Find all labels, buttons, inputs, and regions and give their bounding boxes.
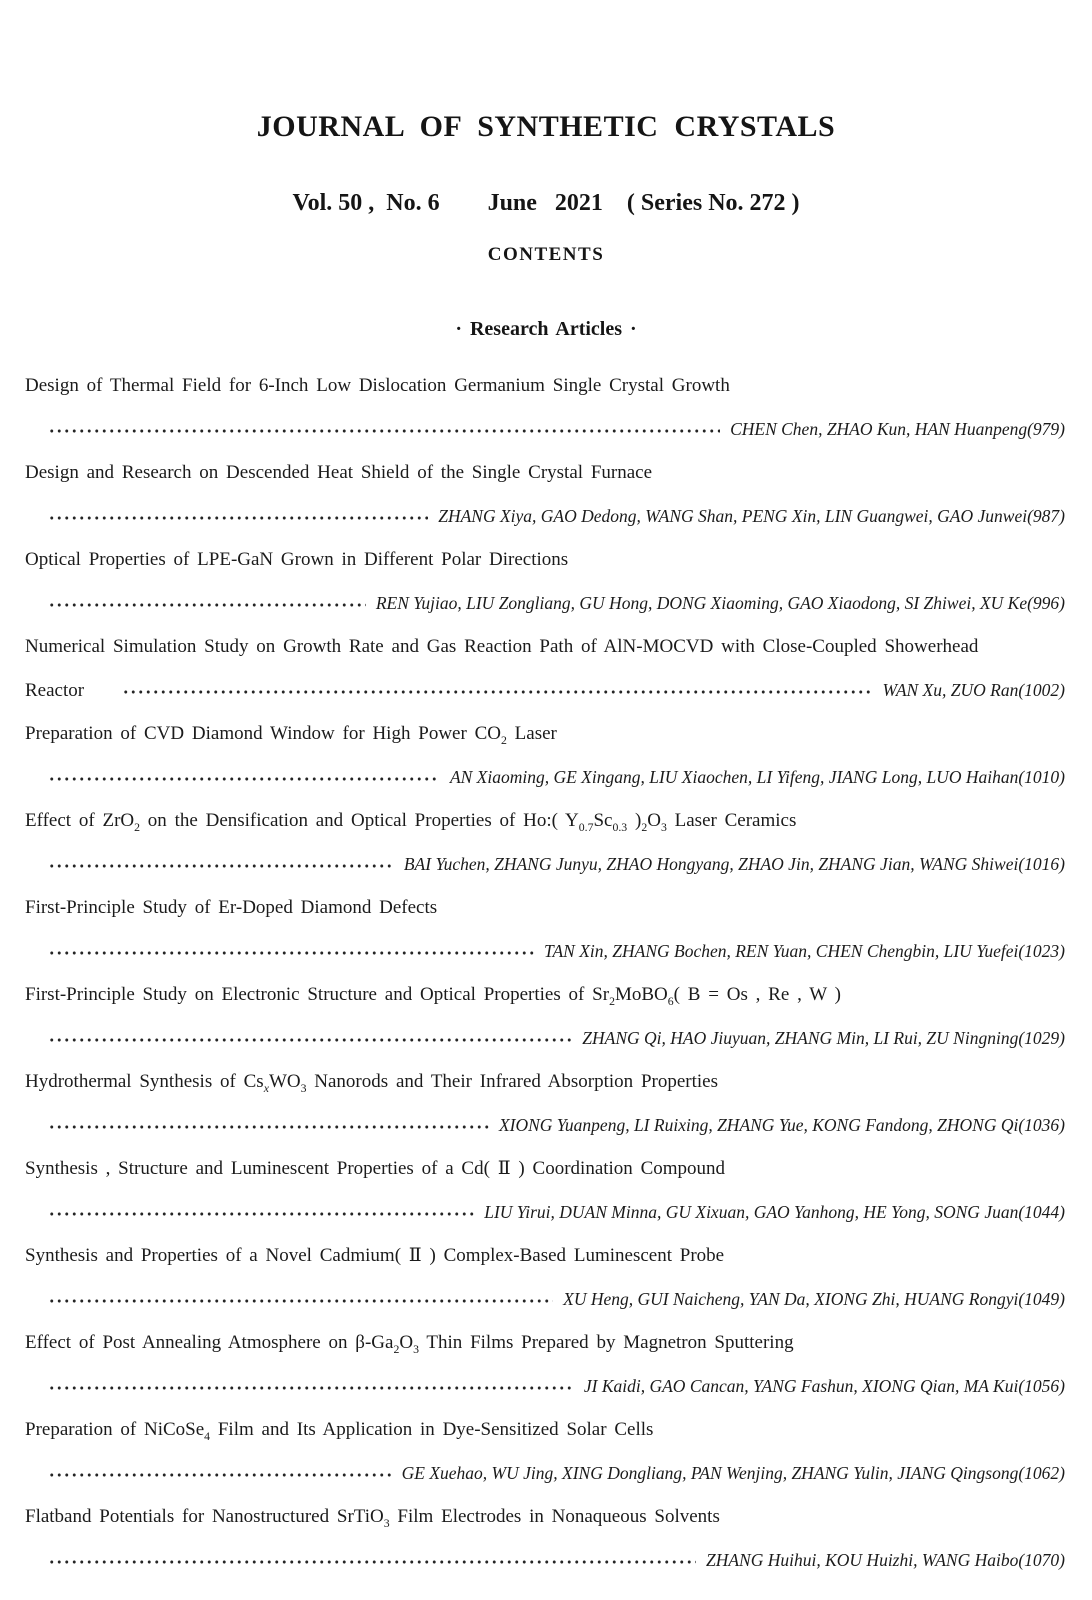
article-page-number: (1016) (1018, 853, 1065, 874)
article-authors-line (25, 1017, 1065, 1061)
article-page-number: (1062) (1018, 1462, 1065, 1483)
leader-indent (25, 1104, 48, 1148)
leader-dots (48, 582, 366, 626)
article-title: Effect of ZrO$_2$ on the Densification and Optical Properties of Ho:( $Y_{0.7}Sc_{0.3}$ )$_2O_3$ Laser Ceramics (25, 810, 797, 834)
leader-dots (48, 756, 440, 800)
leader-dots (48, 1017, 572, 1061)
contents-label: CONTENTS (487, 244, 605, 265)
article-page-number: (1010) (1018, 766, 1065, 787)
leader-dots (48, 495, 428, 539)
subscript-text: 0.3 (612, 820, 628, 834)
leader-indent (25, 495, 48, 539)
article-entry (25, 1234, 1065, 1321)
article-entry (25, 712, 1065, 799)
article-authors: XIONG Yuanpeng, LI Ruixing, ZHANG Yue, KONG Fandong, ZHONG Qi(1036) (498, 1114, 1065, 1135)
subscript-text: 6 (667, 994, 674, 1008)
subscript-text: 4 (204, 1429, 211, 1443)
article-authors: GE Xuehao, WU Jing, XING Dongliang, PAN Wenjing, ZHANG Yulin, JIANG Qingsong(1062) (401, 1462, 1065, 1483)
article-authors: ZHANG Xiya, GAO Dedong, WANG Shan, PENG Xin, LIN Guangwei, GAO Junwei(987) (438, 505, 1065, 526)
article-entry (25, 1408, 1065, 1495)
article-entry (25, 1495, 1065, 1582)
subscript-text: 3 (660, 820, 667, 834)
article-authors: CHEN Chen, ZHAO Kun, HAN Huanpeng(979) (730, 418, 1065, 439)
article-entry (25, 364, 1065, 451)
articles-list (0, 364, 1092, 1582)
article-authors-line (25, 408, 1065, 452)
article-authors-line (25, 1278, 1065, 1322)
leader-dots (48, 1452, 392, 1496)
article-title: Preparation of CVD Diamond Window for High Power $CO_2$ Laser (25, 723, 557, 747)
article-title: Synthesis and Properties of a Novel Cadmium( Ⅱ ) Complex-Based Luminescent Probe (25, 1245, 725, 1266)
article-page-number: (1044) (1018, 1201, 1065, 1222)
article-authors: AN Xiaoming, GE Xingang, LIU Xiaochen, LI Yifeng, JIANG Long, LUO Haihan(1010) (449, 766, 1065, 787)
article-entry (25, 886, 1065, 973)
article-authors: BAI Yuchen, ZHANG Junyu, ZHAO Hongyang, ZHAO Jin, ZHANG Jian, WANG Shiwei(1016) (403, 853, 1065, 874)
leader-dots (48, 1104, 489, 1148)
article-authors-line (25, 669, 1065, 713)
subscript-text: 2 (641, 820, 648, 834)
article-entry (25, 1147, 1065, 1234)
article-page-number: (996) (1027, 592, 1065, 613)
article-authors: ZHANG Huihui, KOU Huizhi, WANG Haibo(1070) (706, 1549, 1065, 1570)
article-title: Preparation of NiCoSe$_4$ Film and Its Application in Dye-Sensitized Solar Cells (25, 1419, 654, 1443)
leader-dots (122, 669, 872, 713)
article-page-number: (1036) (1018, 1114, 1065, 1135)
subscript-text: 2 (609, 994, 615, 1008)
article-title: Effect of Post Annealing Atmosphere on $\beta-Ga_2O_3$ Thin Films Prepared by Magnetron Sputtering (25, 1332, 794, 1356)
article-title: Synthesis , Structure and Luminescent Properties of a Cd( Ⅱ ) Coordination Compound (25, 1158, 726, 1179)
article-title: Hydrothermal Synthesis of $Cs_xWO_3$ Nanorods and Their Infrared Absorption Properties (25, 1071, 719, 1095)
article-authors-line (25, 1191, 1065, 1235)
leader-dots (48, 843, 394, 887)
leader-indent (25, 1539, 48, 1583)
leader-indent (25, 1278, 48, 1322)
leader-dots (48, 930, 534, 974)
subscript-text: 2 (134, 820, 141, 834)
article-title: Numerical Simulation Study on Growth Rate and Gas Reaction Path of AlN-MOCVD with Close-Coupled Showerhead (25, 636, 979, 657)
subscript-text: 0.7 (578, 820, 594, 834)
section-title: · Research Articles · (455, 318, 637, 340)
subscript-text: 2 (500, 733, 507, 747)
subscript-text: 3 (383, 1516, 390, 1530)
article-authors-line (25, 1539, 1065, 1583)
leader-indent (25, 408, 48, 452)
article-authors-line (25, 582, 1065, 626)
article-page-number: (1002) (1018, 679, 1065, 700)
journal-title: JOURNAL OF SYNTHETIC CRYSTALS (256, 110, 836, 143)
article-entry (25, 451, 1065, 538)
article-entry (25, 625, 1065, 712)
article-title: Optical Properties of LPE-GaN Grown in Different Polar Directions (25, 549, 569, 570)
article-title: First-Principle Study on Electronic Structure and Optical Properties of $Sr_2MoBO_6$( B = Os , Re , W ) (25, 984, 841, 1008)
article-title: Flatband Potentials for Nanostructured SrTiO$_3$ Film Electrodes in Nonaqueous Solvents (25, 1506, 720, 1530)
leader-indent (25, 1452, 48, 1496)
leader-indent (25, 1365, 48, 1409)
page-header (0, 0, 1092, 341)
article-authors-line (25, 843, 1065, 887)
article-page-number: (1049) (1018, 1288, 1065, 1309)
leader-indent (25, 930, 48, 974)
article-page-number: (1070) (1018, 1549, 1065, 1570)
article-authors-line (25, 1104, 1065, 1148)
article-authors: WAN Xu, ZUO Ran(1002) (882, 679, 1065, 700)
article-title: Design and Research on Descended Heat Shield of the Single Crystal Furnace (25, 462, 653, 483)
article-authors-line (25, 930, 1065, 974)
leader-dots (48, 1278, 553, 1322)
article-title: First-Principle Study of Er-Doped Diamond Defects (25, 897, 438, 918)
article-entry (25, 799, 1065, 886)
article-entry (25, 538, 1065, 625)
article-entry (25, 973, 1065, 1060)
article-authors: LIU Yirui, DUAN Minna, GU Xixuan, GAO Yanhong, HE Yong, SONG Juan(1044) (484, 1201, 1065, 1222)
article-authors-line (25, 1365, 1065, 1409)
leader-indent (25, 843, 48, 887)
article-title-continuation: Reactor (25, 679, 85, 701)
article-page-number: (1023) (1018, 940, 1065, 961)
leader-indent (25, 1191, 48, 1235)
article-authors-line (25, 495, 1065, 539)
leader-indent (25, 756, 48, 800)
article-page-number: (979) (1027, 418, 1065, 439)
article-page-number: (987) (1027, 505, 1065, 526)
article-entry (25, 1321, 1065, 1408)
article-authors: REN Yujiao, LIU Zongliang, GU Hong, DONG Xiaoming, GAO Xiaodong, SI Zhiwei, XU Ke(996) (375, 592, 1065, 613)
article-title: Design of Thermal Field for 6-Inch Low Dislocation Germanium Single Crystal Growth (25, 375, 730, 396)
article-authors: XU Heng, GUI Naicheng, YAN Da, XIONG Zhi, HUANG Rongyi(1049) (563, 1288, 1065, 1309)
subscript-text: 2 (393, 1342, 400, 1356)
subscript-text: 3 (413, 1342, 419, 1356)
article-authors-line (25, 1452, 1065, 1496)
leader-dots (48, 408, 720, 452)
article-authors: JI Kaidi, GAO Cancan, YANG Fashun, XIONG Qian, MA Kui(1056) (583, 1375, 1065, 1396)
leader-dots (48, 1365, 574, 1409)
subscript-text: x (263, 1081, 269, 1095)
leader-dots (48, 1539, 696, 1583)
subscript-text: 3 (300, 1081, 307, 1095)
article-authors: ZHANG Qi, HAO Jiuyuan, ZHANG Min, LI Rui, ZU Ningning(1029) (582, 1027, 1065, 1048)
article-page-number: (1029) (1018, 1027, 1065, 1048)
leader-indent (25, 582, 48, 626)
leader-dots (48, 1191, 474, 1235)
article-page-number: (1056) (1018, 1375, 1065, 1396)
article-authors-line (25, 756, 1065, 800)
issue-line: Vol. 50 , No. 6 June 2021 ( Series No. 272 ) (292, 190, 800, 216)
leader-indent (25, 1017, 48, 1061)
article-authors: TAN Xin, ZHANG Bochen, REN Yuan, CHEN Chengbin, LIU Yuefei(1023) (544, 940, 1065, 961)
article-entry (25, 1060, 1065, 1147)
